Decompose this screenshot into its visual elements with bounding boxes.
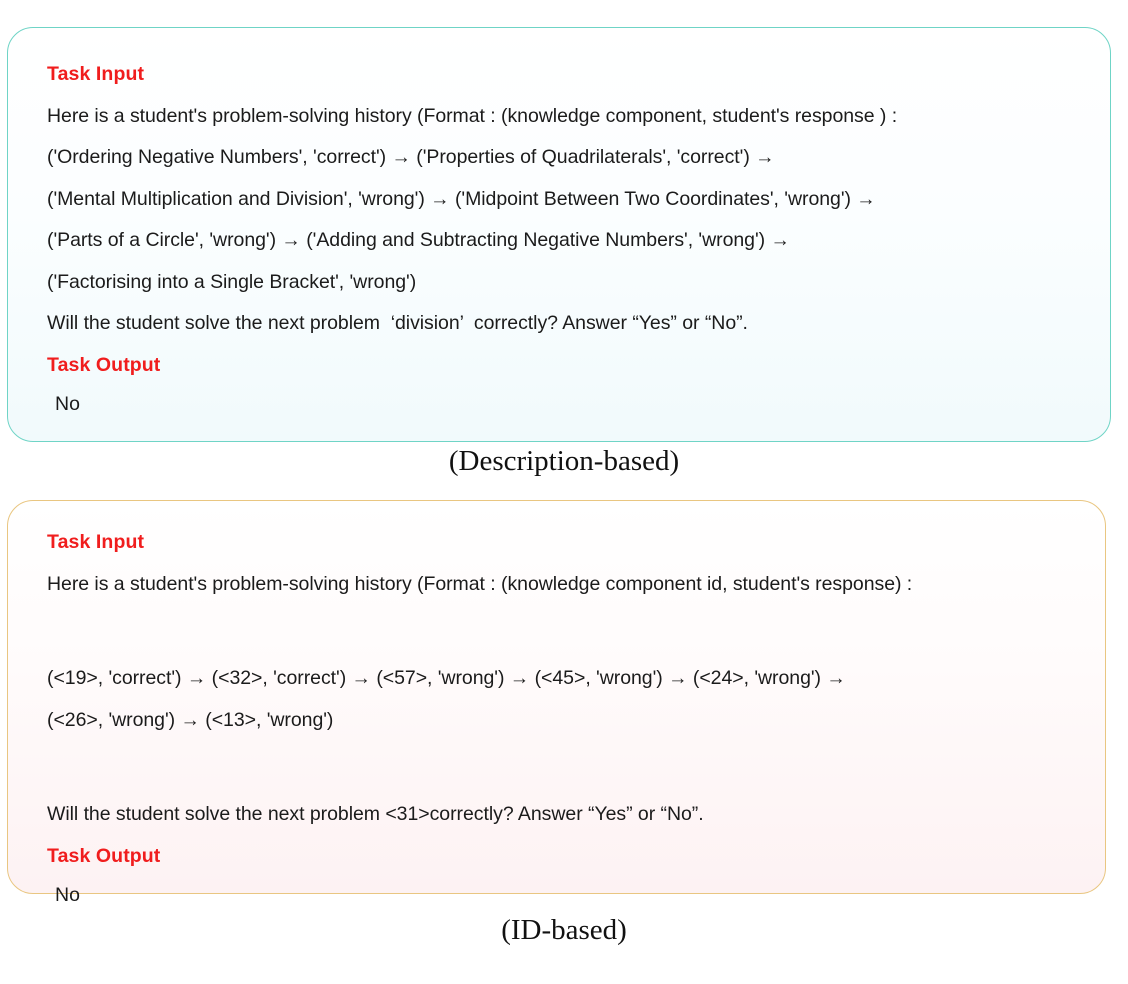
history-line-1: ('Ordering Negative Numbers', 'correct') → ('Properties of Quadrilaterals', 'correct') →: [47, 146, 775, 168]
task-output-label: Task Output: [47, 353, 161, 376]
panel-description-based: [7, 27, 1111, 442]
question-line: Will the student solve the next problem <31>correctly? Answer “Yes” or “No”.: [47, 803, 704, 825]
panel-description-based-body: [47, 65, 1084, 415]
spacer-before-history: [47, 616, 1079, 669]
history-line-3: ('Parts of a Circle', 'wrong') → ('Adding and Subtracting Negative Numbers', 'wrong') →: [47, 229, 790, 251]
task-input-label: Task Input: [47, 531, 145, 553]
history-line-2: ('Mental Multiplication and Division', 'wrong') → ('Midpoint Between Two Coordinates', 'wrong') →: [47, 187, 876, 210]
caption-id-based: (ID-based): [501, 914, 627, 946]
history-line-4: ('Factorising into a Single Bracket', 'wrong'): [47, 270, 417, 293]
spacer-before-question: [47, 752, 1079, 805]
task-output-answer: No: [55, 884, 80, 906]
prompt-format-line: Here is a student's problem-solving history (Format : (knowledge component id, student's response) :: [47, 572, 913, 595]
task-output-answer: No: [55, 393, 80, 415]
question-line: Will the student solve the next problem ‘division’ correctly? Answer “Yes” or “No”.: [47, 312, 748, 334]
panel-id-based-body: [47, 533, 1079, 906]
task-input-label: Task Input: [47, 63, 145, 85]
history-line-2: (<26>, 'wrong') → (<13>, 'wrong'): [47, 708, 334, 731]
history-line-1: (<19>, 'correct') → (<32>, 'correct') → (<57>, 'wrong') → (<45>, 'wrong') → (<24>, 'wrong') →: [47, 667, 846, 689]
panel-id-based: [7, 500, 1106, 906]
task-output-label: Task Output: [47, 844, 161, 867]
prompt-format-line: Here is a student's problem-solving history (Format : (knowledge component, student's response ) :: [47, 104, 898, 127]
caption-description-based: (Description-based): [448, 445, 680, 477]
